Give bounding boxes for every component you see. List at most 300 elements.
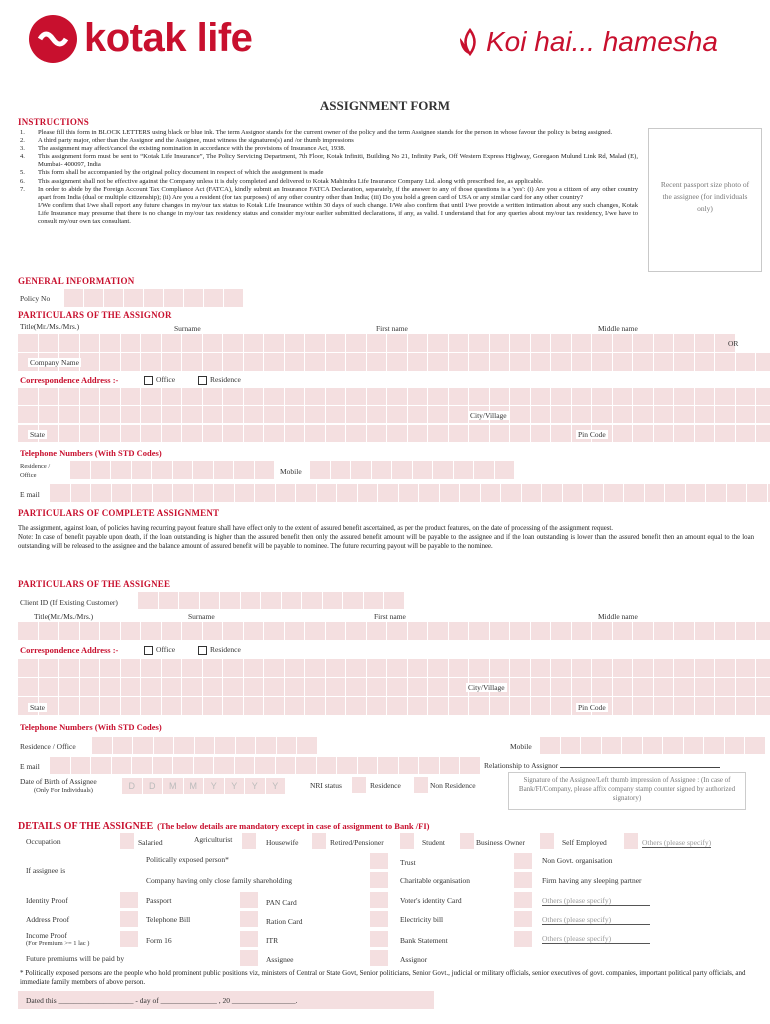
char-cell[interactable] xyxy=(144,289,163,307)
char-cell[interactable] xyxy=(182,678,202,696)
char-cell[interactable] xyxy=(285,697,305,715)
char-cell[interactable] xyxy=(100,425,120,442)
char-cell[interactable] xyxy=(674,622,694,640)
char-cell[interactable] xyxy=(490,388,510,405)
char-cell[interactable] xyxy=(654,659,674,677)
char-cell[interactable] xyxy=(460,757,480,774)
nri-resident-box[interactable] xyxy=(352,777,366,793)
char-cell[interactable] xyxy=(408,334,428,352)
char-cell[interactable] xyxy=(326,425,346,442)
char-cell[interactable] xyxy=(323,592,343,609)
char-cell[interactable] xyxy=(736,425,756,442)
char-cell[interactable] xyxy=(428,388,448,405)
char-cell[interactable] xyxy=(264,353,284,371)
char-cell[interactable] xyxy=(399,757,419,774)
ration-box[interactable] xyxy=(370,911,388,927)
char-cell[interactable] xyxy=(428,425,448,442)
char-cell[interactable] xyxy=(100,678,120,696)
char-cell[interactable] xyxy=(561,737,581,754)
char-cell[interactable] xyxy=(39,388,59,405)
char-cell[interactable] xyxy=(522,484,542,502)
char-cell[interactable] xyxy=(224,289,243,307)
char-cell[interactable] xyxy=(613,678,633,696)
char-cell[interactable] xyxy=(592,678,612,696)
char-cell[interactable] xyxy=(305,353,325,371)
char-cell[interactable] xyxy=(121,334,141,352)
char-cell[interactable] xyxy=(408,678,428,696)
char-cell[interactable] xyxy=(182,697,202,715)
char-cell[interactable] xyxy=(162,622,182,640)
char-cell[interactable] xyxy=(490,425,510,442)
char-cell[interactable] xyxy=(132,484,152,502)
char-cell[interactable] xyxy=(399,484,419,502)
char-cell[interactable] xyxy=(725,737,745,754)
char-cell[interactable] xyxy=(164,289,183,307)
form16-box[interactable] xyxy=(240,931,258,947)
char-cell[interactable] xyxy=(572,406,592,423)
char-cell[interactable] xyxy=(326,334,346,352)
char-cell[interactable] xyxy=(686,484,706,502)
char-cell[interactable] xyxy=(346,697,366,715)
assignor-name-field[interactable] xyxy=(18,334,735,352)
char-cell[interactable] xyxy=(592,353,612,371)
char-cell[interactable] xyxy=(244,334,264,352)
char-cell[interactable] xyxy=(100,622,120,640)
char-cell[interactable] xyxy=(367,659,387,677)
char-cell[interactable] xyxy=(428,659,448,677)
char-cell[interactable] xyxy=(18,678,38,696)
char-cell[interactable] xyxy=(91,757,111,774)
occupation-box-4[interactable] xyxy=(400,833,414,849)
char-cell[interactable] xyxy=(285,334,305,352)
char-cell[interactable] xyxy=(756,388,770,405)
char-cell[interactable] xyxy=(592,659,612,677)
char-cell[interactable] xyxy=(141,406,161,423)
char-cell[interactable] xyxy=(387,353,407,371)
char-cell[interactable] xyxy=(756,406,770,423)
char-cell[interactable] xyxy=(223,425,243,442)
char-cell[interactable] xyxy=(531,334,551,352)
char-cell[interactable] xyxy=(469,353,489,371)
char-cell[interactable] xyxy=(346,388,366,405)
char-cell[interactable] xyxy=(182,388,202,405)
char-cell[interactable] xyxy=(80,388,100,405)
char-cell[interactable] xyxy=(440,757,460,774)
nri-nonresident-box[interactable] xyxy=(414,777,428,793)
char-cell[interactable] xyxy=(296,484,316,502)
policy-no-field[interactable] xyxy=(64,289,243,307)
char-cell[interactable] xyxy=(551,659,571,677)
char-cell[interactable] xyxy=(367,425,387,442)
char-cell[interactable] xyxy=(317,484,337,502)
char-cell[interactable] xyxy=(326,697,346,715)
dob-char-box[interactable]: M xyxy=(184,778,204,794)
char-cell[interactable] xyxy=(715,406,735,423)
char-cell[interactable] xyxy=(645,484,665,502)
char-cell[interactable] xyxy=(408,659,428,677)
char-cell[interactable] xyxy=(540,737,560,754)
char-cell[interactable] xyxy=(80,659,100,677)
char-cell[interactable] xyxy=(346,406,366,423)
char-cell[interactable] xyxy=(408,353,428,371)
char-cell[interactable] xyxy=(59,622,79,640)
char-cell[interactable] xyxy=(592,406,612,423)
char-cell[interactable] xyxy=(203,334,223,352)
char-cell[interactable] xyxy=(613,388,633,405)
char-cell[interactable] xyxy=(346,659,366,677)
char-cell[interactable] xyxy=(124,289,143,307)
electricity-box[interactable] xyxy=(514,911,532,927)
char-cell[interactable] xyxy=(80,353,100,371)
char-cell[interactable] xyxy=(756,678,770,696)
char-cell[interactable] xyxy=(100,659,120,677)
char-cell[interactable] xyxy=(111,461,131,479)
char-cell[interactable] xyxy=(510,659,530,677)
dob-char-box[interactable]: Y xyxy=(266,778,286,794)
assignee-res-phone-field[interactable] xyxy=(92,737,317,754)
char-cell[interactable] xyxy=(633,425,653,442)
dob-char-box[interactable]: Y xyxy=(225,778,245,794)
char-cell[interactable] xyxy=(563,484,583,502)
char-cell[interactable] xyxy=(310,461,330,479)
char-cell[interactable] xyxy=(162,334,182,352)
char-cell[interactable] xyxy=(182,353,202,371)
char-cell[interactable] xyxy=(367,406,387,423)
char-cell[interactable] xyxy=(346,334,366,352)
char-cell[interactable] xyxy=(255,484,275,502)
char-cell[interactable] xyxy=(50,757,70,774)
char-cell[interactable] xyxy=(419,757,439,774)
char-cell[interactable] xyxy=(80,622,100,640)
char-cell[interactable] xyxy=(745,737,765,754)
char-cell[interactable] xyxy=(39,659,59,677)
char-cell[interactable] xyxy=(613,425,633,442)
char-cell[interactable] xyxy=(220,592,240,609)
char-cell[interactable] xyxy=(358,484,378,502)
char-cell[interactable] xyxy=(747,484,767,502)
assignee-address-line2[interactable] xyxy=(18,678,770,696)
char-cell[interactable] xyxy=(643,737,663,754)
char-cell[interactable] xyxy=(244,697,264,715)
char-cell[interactable] xyxy=(326,622,346,640)
char-cell[interactable] xyxy=(674,425,694,442)
char-cell[interactable] xyxy=(542,484,562,502)
char-cell[interactable] xyxy=(572,353,592,371)
char-cell[interactable] xyxy=(469,425,489,442)
char-cell[interactable] xyxy=(572,388,592,405)
char-cell[interactable] xyxy=(592,622,612,640)
char-cell[interactable] xyxy=(264,334,284,352)
char-cell[interactable] xyxy=(282,592,302,609)
char-cell[interactable] xyxy=(572,678,592,696)
char-cell[interactable] xyxy=(236,737,256,754)
char-cell[interactable] xyxy=(481,484,501,502)
char-cell[interactable] xyxy=(121,659,141,677)
char-cell[interactable] xyxy=(387,622,407,640)
char-cell[interactable] xyxy=(285,353,305,371)
char-cell[interactable] xyxy=(244,406,264,423)
char-cell[interactable] xyxy=(113,737,133,754)
char-cell[interactable] xyxy=(223,388,243,405)
char-cell[interactable] xyxy=(80,425,100,442)
char-cell[interactable] xyxy=(285,678,305,696)
char-cell[interactable] xyxy=(469,334,489,352)
char-cell[interactable] xyxy=(112,757,132,774)
char-cell[interactable] xyxy=(633,697,653,715)
char-cell[interactable] xyxy=(203,425,223,442)
char-cell[interactable] xyxy=(174,737,194,754)
charitable-box[interactable] xyxy=(514,872,532,888)
assignor-state-row[interactable] xyxy=(18,425,770,442)
char-cell[interactable] xyxy=(387,425,407,442)
char-cell[interactable] xyxy=(531,406,551,423)
char-cell[interactable] xyxy=(449,406,469,423)
char-cell[interactable] xyxy=(706,484,726,502)
assignor-mobile-field[interactable] xyxy=(310,461,514,479)
dob-char-box[interactable]: D xyxy=(143,778,163,794)
char-cell[interactable] xyxy=(408,425,428,442)
char-cell[interactable] xyxy=(531,622,551,640)
checkbox-icon[interactable] xyxy=(144,646,153,655)
char-cell[interactable] xyxy=(91,461,111,479)
char-cell[interactable] xyxy=(162,388,182,405)
char-cell[interactable] xyxy=(285,406,305,423)
assignee-state-row[interactable] xyxy=(18,697,770,715)
char-cell[interactable] xyxy=(173,757,193,774)
char-cell[interactable] xyxy=(727,484,747,502)
char-cell[interactable] xyxy=(654,678,674,696)
char-cell[interactable] xyxy=(633,659,653,677)
assignor-email-field[interactable] xyxy=(50,484,770,502)
char-cell[interactable] xyxy=(346,425,366,442)
char-cell[interactable] xyxy=(112,484,132,502)
char-cell[interactable] xyxy=(277,737,297,754)
char-cell[interactable] xyxy=(715,697,735,715)
char-cell[interactable] xyxy=(193,461,213,479)
char-cell[interactable] xyxy=(501,484,521,502)
char-cell[interactable] xyxy=(674,388,694,405)
occupation-box-2[interactable] xyxy=(242,833,256,849)
char-cell[interactable] xyxy=(121,406,141,423)
char-cell[interactable] xyxy=(736,678,756,696)
char-cell[interactable] xyxy=(337,757,357,774)
char-cell[interactable] xyxy=(490,697,510,715)
char-cell[interactable] xyxy=(264,406,284,423)
char-cell[interactable] xyxy=(449,622,469,640)
char-cell[interactable] xyxy=(305,659,325,677)
char-cell[interactable] xyxy=(695,697,715,715)
char-cell[interactable] xyxy=(346,622,366,640)
char-cell[interactable] xyxy=(387,388,407,405)
char-cell[interactable] xyxy=(510,334,530,352)
char-cell[interactable] xyxy=(510,678,530,696)
char-cell[interactable] xyxy=(531,678,551,696)
char-cell[interactable] xyxy=(490,659,510,677)
char-cell[interactable] xyxy=(490,334,510,352)
char-cell[interactable] xyxy=(469,697,489,715)
char-cell[interactable] xyxy=(50,484,70,502)
char-cell[interactable] xyxy=(602,737,622,754)
char-cell[interactable] xyxy=(510,388,530,405)
char-cell[interactable] xyxy=(223,659,243,677)
char-cell[interactable] xyxy=(326,406,346,423)
char-cell[interactable] xyxy=(234,461,254,479)
char-cell[interactable] xyxy=(756,425,770,442)
char-cell[interactable] xyxy=(756,659,770,677)
pep-box[interactable] xyxy=(370,853,388,869)
char-cell[interactable] xyxy=(372,461,392,479)
char-cell[interactable] xyxy=(449,388,469,405)
char-cell[interactable] xyxy=(715,659,735,677)
char-cell[interactable] xyxy=(367,353,387,371)
char-cell[interactable] xyxy=(141,425,161,442)
checkbox-icon[interactable] xyxy=(144,376,153,385)
char-cell[interactable] xyxy=(326,678,346,696)
char-cell[interactable] xyxy=(367,678,387,696)
char-cell[interactable] xyxy=(121,697,141,715)
char-cell[interactable] xyxy=(408,406,428,423)
char-cell[interactable] xyxy=(255,757,275,774)
char-cell[interactable] xyxy=(173,461,193,479)
char-cell[interactable] xyxy=(141,334,161,352)
char-cell[interactable] xyxy=(428,697,448,715)
char-cell[interactable] xyxy=(194,484,214,502)
char-cell[interactable] xyxy=(182,659,202,677)
char-cell[interactable] xyxy=(141,388,161,405)
char-cell[interactable] xyxy=(358,757,378,774)
char-cell[interactable] xyxy=(244,425,264,442)
assignee-name-field[interactable] xyxy=(18,622,770,640)
char-cell[interactable] xyxy=(195,737,215,754)
char-cell[interactable] xyxy=(367,622,387,640)
income-box[interactable] xyxy=(120,931,138,947)
char-cell[interactable] xyxy=(622,737,642,754)
assignor-residence-option[interactable] xyxy=(198,375,241,385)
char-cell[interactable] xyxy=(71,757,91,774)
char-cell[interactable] xyxy=(100,388,120,405)
trust-box[interactable] xyxy=(514,853,532,869)
char-cell[interactable] xyxy=(449,353,469,371)
char-cell[interactable] xyxy=(387,678,407,696)
char-cell[interactable] xyxy=(194,757,214,774)
char-cell[interactable] xyxy=(285,388,305,405)
char-cell[interactable] xyxy=(531,425,551,442)
char-cell[interactable] xyxy=(64,289,83,307)
char-cell[interactable] xyxy=(91,484,111,502)
char-cell[interactable] xyxy=(654,334,674,352)
char-cell[interactable] xyxy=(346,678,366,696)
char-cell[interactable] xyxy=(104,289,123,307)
char-cell[interactable] xyxy=(624,484,644,502)
char-cell[interactable] xyxy=(695,678,715,696)
char-cell[interactable] xyxy=(695,334,715,352)
char-cell[interactable] xyxy=(264,678,284,696)
char-cell[interactable] xyxy=(223,353,243,371)
char-cell[interactable] xyxy=(285,659,305,677)
char-cell[interactable] xyxy=(695,388,715,405)
char-cell[interactable] xyxy=(203,388,223,405)
char-cell[interactable] xyxy=(469,622,489,640)
char-cell[interactable] xyxy=(531,697,551,715)
char-cell[interactable] xyxy=(654,406,674,423)
char-cell[interactable] xyxy=(182,622,202,640)
char-cell[interactable] xyxy=(305,425,325,442)
char-cell[interactable] xyxy=(510,425,530,442)
char-cell[interactable] xyxy=(510,697,530,715)
char-cell[interactable] xyxy=(346,353,366,371)
char-cell[interactable] xyxy=(133,737,153,754)
char-cell[interactable] xyxy=(684,737,704,754)
char-cell[interactable] xyxy=(695,659,715,677)
char-cell[interactable] xyxy=(182,334,202,352)
char-cell[interactable] xyxy=(59,334,79,352)
char-cell[interactable] xyxy=(469,659,489,677)
char-cell[interactable] xyxy=(179,592,199,609)
char-cell[interactable] xyxy=(255,461,275,479)
char-cell[interactable] xyxy=(223,406,243,423)
char-cell[interactable] xyxy=(326,659,346,677)
char-cell[interactable] xyxy=(141,622,161,640)
char-cell[interactable] xyxy=(551,678,571,696)
char-cell[interactable] xyxy=(18,406,38,423)
char-cell[interactable] xyxy=(613,622,633,640)
char-cell[interactable] xyxy=(343,592,363,609)
char-cell[interactable] xyxy=(121,425,141,442)
char-cell[interactable] xyxy=(551,388,571,405)
char-cell[interactable] xyxy=(256,737,276,754)
char-cell[interactable] xyxy=(162,406,182,423)
char-cell[interactable] xyxy=(80,697,100,715)
char-cell[interactable] xyxy=(663,737,683,754)
char-cell[interactable] xyxy=(276,757,296,774)
char-cell[interactable] xyxy=(141,678,161,696)
char-cell[interactable] xyxy=(182,406,202,423)
char-cell[interactable] xyxy=(121,353,141,371)
char-cell[interactable] xyxy=(203,659,223,677)
char-cell[interactable] xyxy=(331,461,351,479)
char-cell[interactable] xyxy=(551,353,571,371)
char-cell[interactable] xyxy=(100,334,120,352)
char-cell[interactable] xyxy=(100,697,120,715)
char-cell[interactable] xyxy=(428,334,448,352)
char-cell[interactable] xyxy=(633,388,653,405)
char-cell[interactable] xyxy=(654,388,674,405)
char-cell[interactable] xyxy=(285,425,305,442)
char-cell[interactable] xyxy=(305,622,325,640)
dob-char-box[interactable]: Y xyxy=(245,778,265,794)
char-cell[interactable] xyxy=(495,461,515,479)
occupation-box-7[interactable] xyxy=(624,833,638,849)
char-cell[interactable] xyxy=(551,406,571,423)
char-cell[interactable] xyxy=(18,388,38,405)
char-cell[interactable] xyxy=(203,353,223,371)
char-cell[interactable] xyxy=(39,334,59,352)
char-cell[interactable] xyxy=(223,697,243,715)
char-cell[interactable] xyxy=(173,484,193,502)
voter-box[interactable] xyxy=(514,892,532,908)
char-cell[interactable] xyxy=(654,425,674,442)
char-cell[interactable] xyxy=(337,484,357,502)
char-cell[interactable] xyxy=(302,592,322,609)
char-cell[interactable] xyxy=(141,353,161,371)
char-cell[interactable] xyxy=(654,697,674,715)
char-cell[interactable] xyxy=(384,592,404,609)
char-cell[interactable] xyxy=(59,388,79,405)
char-cell[interactable] xyxy=(223,678,243,696)
char-cell[interactable] xyxy=(454,461,474,479)
char-cell[interactable] xyxy=(408,388,428,405)
char-cell[interactable] xyxy=(736,353,756,371)
